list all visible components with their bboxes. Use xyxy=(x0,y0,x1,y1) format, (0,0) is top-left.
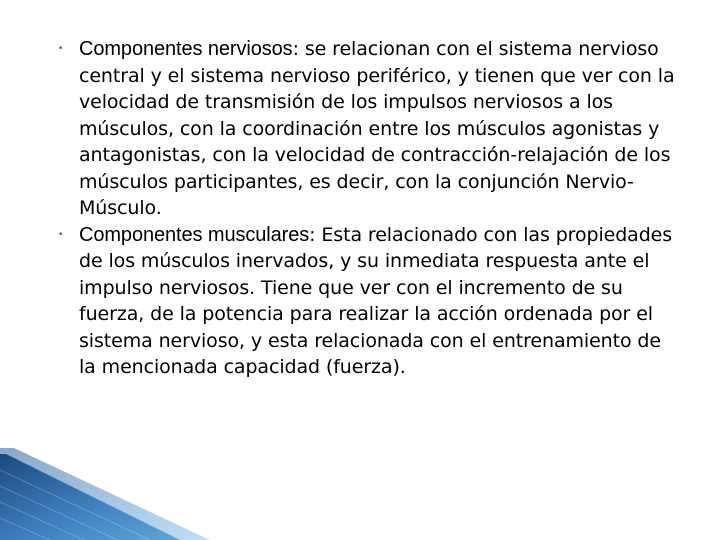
term-muscular-components: Componentes musculares xyxy=(79,223,310,246)
decorative-wave-corner xyxy=(0,440,720,540)
bullet-item-nervous-components xyxy=(52,36,682,222)
bullet-text-muscular-components: Esta relacionado con las propiedades de los músculos inervados, y su inmediata respuesta ante el impulso nerviosos. Tiene que ver con el incremento de su fuerza, de la potencia para realizar la acción ordenada por el sistema nervioso, y esta relacionada con el entrenamiento de la mencionada capacidad (fuerza). xyxy=(79,223,673,378)
bullet-icon: • xyxy=(58,229,64,240)
term-separator: : xyxy=(309,223,316,246)
term-nervous-components: Componentes nerviosos xyxy=(79,38,293,60)
bullet-icon: • xyxy=(58,44,64,54)
term-separator: : xyxy=(292,38,299,60)
bullet-item-muscular-components xyxy=(52,222,682,381)
bullet-list xyxy=(52,36,682,381)
bullet-text-nervous-components: se relacionan con el sistema nervioso central y el sistema nervioso periférico, y tienen que ver con la velocidad de transmisión de los impulsos nerviosos a los músculos, con la coordinación entre los músculos agonistas y antagonistas, con la velocidad de contracción-relajación de los músculos participantes, es decir, con la conjunción Nervio-Músculo. xyxy=(79,38,675,219)
